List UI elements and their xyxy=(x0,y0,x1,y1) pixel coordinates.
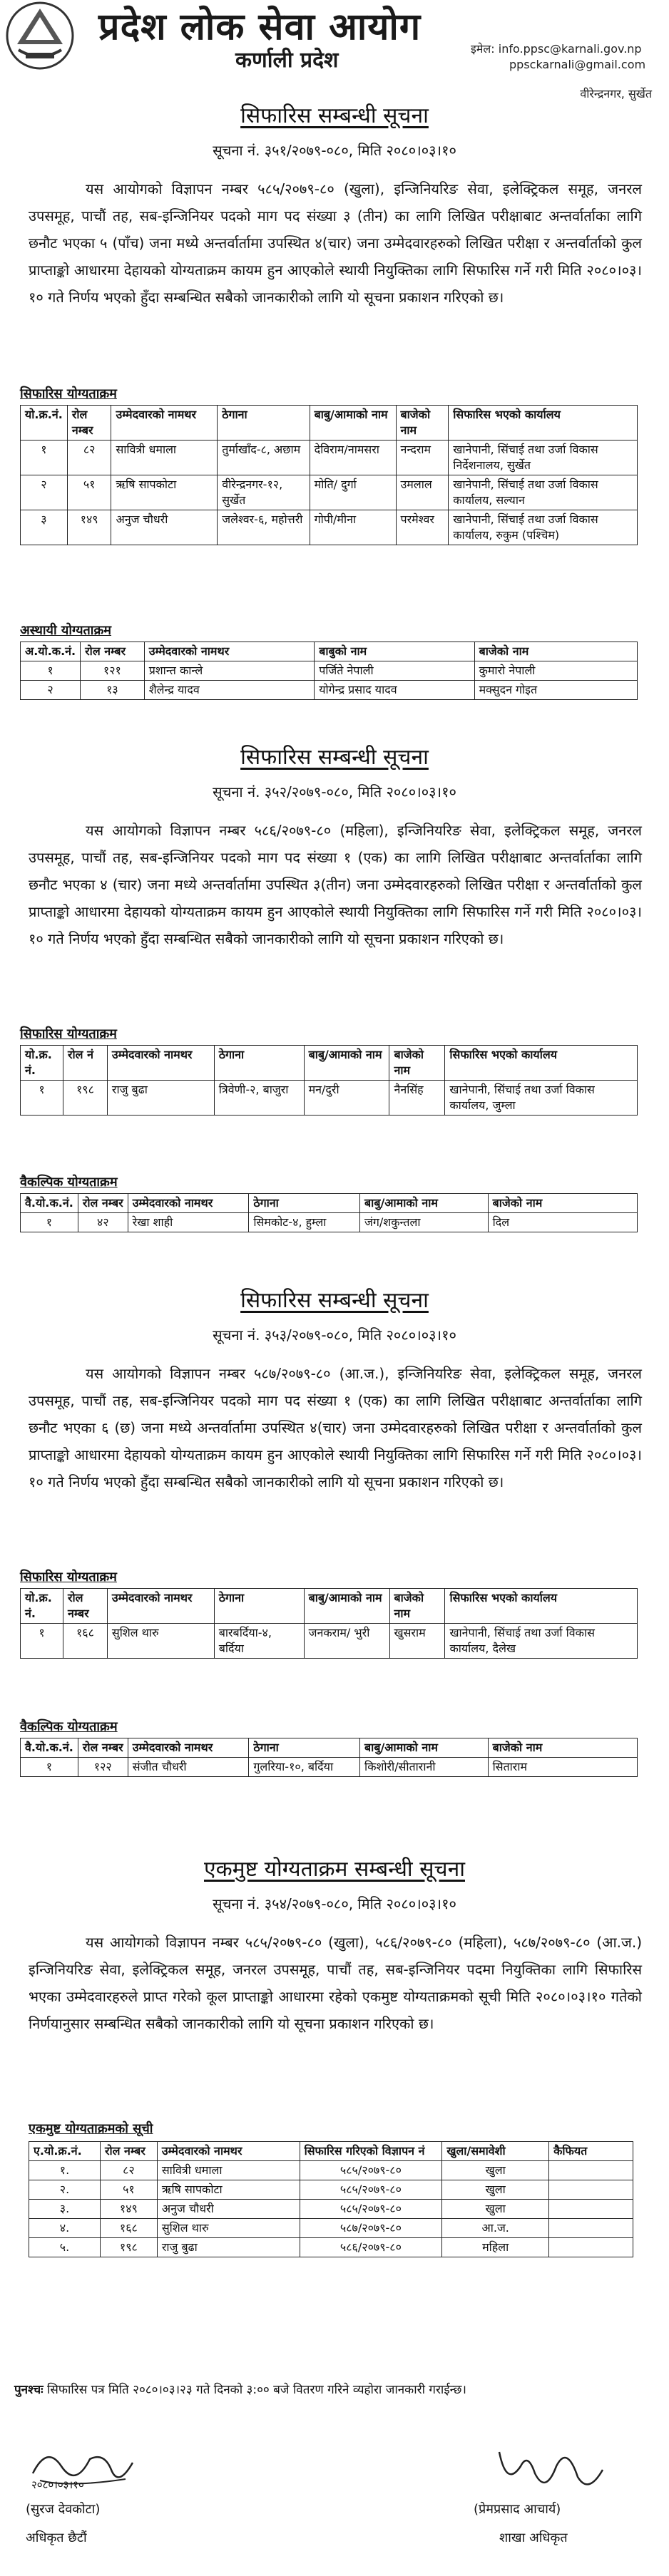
merit-heading: सिफारिस योग्यताक्रम xyxy=(20,1026,117,1041)
postscript-text: सिफारिस पत्र मिति २०८०।०३।२३ गते दिनको ३:०० बजे वितरण गरिने व्यहोरा जानकारी गराईन्छ। xyxy=(46,2383,466,2397)
col-header: खुला/समावेशी xyxy=(442,2142,549,2161)
notice-number: सूचना नं. ३५२/२०७९-०८०, मिति २०८०।०३।१० xyxy=(213,783,456,800)
col-header: वै.यो.क.नं. xyxy=(21,1738,78,1758)
cell: सुशिल थारु xyxy=(107,1624,214,1659)
table-row xyxy=(21,1081,638,1116)
email-label: इमेल: xyxy=(471,42,495,56)
cell: २ xyxy=(21,475,68,510)
col-header: उम्मेदवारको नामथर xyxy=(144,642,315,661)
cell: १३ xyxy=(81,681,145,700)
cell: खुसराम xyxy=(389,1624,445,1659)
cell: योगेन्द्र प्रसाद यादव xyxy=(315,681,474,700)
col-header: उम्मेदवारको नामथर xyxy=(128,1194,249,1213)
email-link-1[interactable]: info.ppsc@karnali.gov.np xyxy=(498,42,642,56)
col-header: उम्मेदवारको नामथर xyxy=(107,1046,214,1081)
col-header: वै.यो.क.नं. xyxy=(21,1194,78,1213)
merit-table xyxy=(20,1045,638,1116)
col-header: अ.यो.क.नं. xyxy=(21,642,81,661)
col-header: बाबु/आमाको नाम xyxy=(304,1046,389,1081)
cell: राजु बुढा xyxy=(157,2238,300,2257)
col-header: यो.क्र.नं. xyxy=(21,406,68,441)
cell: ५८५/२०७९-८० xyxy=(300,2161,442,2180)
cell xyxy=(549,2238,633,2257)
cell: १४९ xyxy=(100,2200,157,2219)
notice-number: सूचना नं. ३५१/२०७९-०८०, मिति २०८०।०३।१० xyxy=(213,142,456,159)
cell: १ xyxy=(21,661,81,681)
cell: १६८ xyxy=(100,2219,157,2238)
cell: १२१ xyxy=(81,661,145,681)
col-header: रोल नम्बर xyxy=(81,642,145,661)
cell: आ.ज. xyxy=(442,2219,549,2238)
cell: बारबर्दिया-४, बर्दिया xyxy=(214,1624,304,1659)
col-header: बाजेको नाम xyxy=(488,1738,637,1758)
notice-body: यस आयोगको विज्ञापन नम्बर ५८७/२०७९-८० (आ.ज.), इन्जिनियरिङ सेवा, इलेक्ट्रिकल समूह, जनरल उपसमूह, पाचौं तह, सब-इन्जिनियर पदको माग पद संख्या १ (एक) का लागि लिखित परीक्षाबाट अन्तर्वार्ताका लागि छनौट भएका ६ (छ) जना मध्ये अन्तर्वार्तामा उपस्थित ४(चार) जना उम्मेदवारहरुको लिखित परीक्षा र अन्तर्वार्ताको कुल प्राप्ताङ्को आधारमा देहायको योग्यताक्रम कायम हुन आएकोले स्थायी नियुक्तिका लागि सिफारिस गर्ने गरी मिति २०८०।०३।१० गते निर्णय भएको हुँदा सम्बन्धित सबैको जानकारीको लागि यो सूचना प्रकाशन गरिएको छ। xyxy=(29,1365,642,1490)
table-row xyxy=(21,475,638,510)
notice-4 xyxy=(0,1853,669,2037)
notice-title: सिफारिस सम्बन्धी सूचना xyxy=(240,1288,429,1313)
col-header: यो.क्र. नं. xyxy=(21,1589,63,1624)
col-header: उम्मेदवारको नामथर xyxy=(111,406,218,441)
col-header: बाजेको नाम xyxy=(396,406,449,441)
col-header: बाजेको नाम xyxy=(389,1046,445,1081)
cell: परमेश्वर xyxy=(396,510,449,545)
cell xyxy=(549,2180,633,2200)
notice-number: सूचना नं. ३५३/२०७९-०८०, मिति २०८०।०३।१० xyxy=(213,1326,456,1344)
cell: तुर्माखाँद-८, अछाम xyxy=(218,441,310,475)
col-header: सिफारिस भएको कार्यालय xyxy=(449,406,638,441)
col-header: उम्मेदवारको नामथर xyxy=(128,1738,249,1758)
notice-body: यस आयोगको विज्ञापन नम्बर ५८५/२०७९-८० (खुला), ५८६/२०७९-८० (महिला), ५८७/२०७९-८० (आ.ज.) इन्जिनियरिङ सेवा, इलेक्ट्रिकल समूह, जनरल उपसमूह, पाचौं तह, सब-इन्जिनियर पदमा नियुक्तिका लागि सिफारिस भएका उम्मेदवारहरुले प्राप्त गरेको कूल प्राप्ताङ्को आधारमा रहेको एकमुष्ट योग्यताक्रमको सूची मिति २०८०।०३।१० गतेको निर्णयानुसार सम्बन्धित सबैको जानकारीको लागि यो सूचना प्रकाशन गरिएको छ। xyxy=(29,1934,642,2032)
cell: जनकराम/ भुरी xyxy=(304,1624,389,1659)
table-row xyxy=(29,2219,633,2238)
right-signatory-title: शाखा अधिकृत xyxy=(499,2530,568,2545)
table-header-row xyxy=(29,2142,633,2161)
col-header: बाबु/आमाको नाम xyxy=(360,1738,489,1758)
cell: खानेपानी, सिंचाई तथा उर्जा विकास कार्यालय, सल्यान xyxy=(449,475,638,510)
left-signatory-name: (सुरज देवकोटा) xyxy=(26,2502,101,2517)
cell: ४२ xyxy=(78,1213,128,1232)
table-header-row xyxy=(21,1046,638,1081)
cell: ५८६/२०७९-८० xyxy=(300,2238,442,2257)
cell: २ xyxy=(21,681,81,700)
col-header: बाजेको नाम xyxy=(488,1194,637,1213)
col-header: ठेगाना xyxy=(249,1194,360,1213)
table-row xyxy=(29,2238,633,2257)
postscript xyxy=(14,2381,656,2399)
col-header: सिफारिस भएको कार्यालय xyxy=(445,1589,638,1624)
alt-merit-table xyxy=(20,1193,638,1232)
cell: १९८ xyxy=(100,2238,157,2257)
cell: १ xyxy=(21,1213,78,1232)
cell: त्रिवेणी-२, बाजुरा xyxy=(214,1081,304,1116)
cell: नन्दराम xyxy=(396,441,449,475)
col-header: बाबु/आमाको नाम xyxy=(360,1194,489,1213)
cell: १२२ xyxy=(78,1758,128,1777)
alt-merit-table xyxy=(20,642,638,700)
cell: १ xyxy=(21,1758,78,1777)
cell: खानेपानी, सिंचाई तथा उर्जा विकास कार्यालय, दैलेख xyxy=(445,1624,638,1659)
col-header: रोल नं xyxy=(63,1046,107,1081)
cell: मोति/ दुर्गा xyxy=(310,475,396,510)
cell: देविराम/नामसरा xyxy=(310,441,396,475)
cell: सिताराम xyxy=(488,1758,637,1777)
cell: १६८ xyxy=(63,1624,107,1659)
cell: सावित्री धमाला xyxy=(111,441,218,475)
cell: २. xyxy=(29,2180,101,2200)
col-header: बाजेको नाम xyxy=(474,642,637,661)
cell: महिला xyxy=(442,2238,549,2257)
right-signatory-name: (प्रेमप्रसाद आचार्य) xyxy=(474,2502,561,2517)
table-row xyxy=(29,2180,633,2200)
alt-heading: वैकल्पिक योग्यताक्रम xyxy=(20,1175,118,1190)
cell: वीरेन्द्रनगर-१२, सुर्खेत xyxy=(218,475,310,510)
cell: १९८ xyxy=(63,1081,107,1116)
cell: ८२ xyxy=(67,441,111,475)
table-header-row xyxy=(21,642,638,661)
left-signatory-title: अधिकृत छैटौं xyxy=(26,2530,87,2545)
alt-heading: वैकल्पिक योग्यताक्रम xyxy=(20,1719,118,1734)
table-header-row xyxy=(21,1738,638,1758)
col-header: ठेगाना xyxy=(249,1738,360,1758)
notice-body: यस आयोगको विज्ञापन नम्बर ५८६/२०७९-८० (महिला), इन्जिनियरिङ सेवा, इलेक्ट्रिकल समूह, जनरल उपसमूह, पाचौं तह, सब-इन्जिनियर पदको माग पद संख्या १ (एक) का लागि लिखित परीक्षाबाट अन्तर्वार्ताका लागि छनौट भएका ४ (चार) जना मध्ये अन्तर्वार्तामा उपस्थित ३(तीन) जना उम्मेदवारहरुको लिखित परीक्षा र अन्तर्वार्ताको कुल प्राप्ताङ्को आधारमा देहायको योग्यताक्रम कायम हुन आएकोले स्थायी नियुक्तिका लागि सिफारिस गर्ने गरी मिति २०८०।०३।१० गते निर्णय भएको हुँदा सम्बन्धित सबैको जानकारीको लागि यो सूचना प्रकाशन गरिएको छ। xyxy=(29,822,642,947)
government-emblem-icon xyxy=(4,0,76,71)
notice-number: सूचना नं. ३५४/२०७९-०८०, मिति २०८०।०३।१० xyxy=(213,1895,456,1912)
cell: ८२ xyxy=(100,2161,157,2180)
col-header: सिफारिस गरिएको विज्ञापन नं xyxy=(300,2142,442,2161)
cell: शैलेन्द्र यादव xyxy=(144,681,315,700)
table-row xyxy=(21,681,638,700)
cell: अनुज चौधरी xyxy=(157,2200,300,2219)
postscript-label: पुनश्चः xyxy=(14,2383,44,2397)
contact-block xyxy=(471,41,645,73)
cell: कुमारो नेपाली xyxy=(474,661,637,681)
cell: ऋषि सापकोटा xyxy=(111,475,218,510)
cell: ५८५/२०७९-८० xyxy=(300,2200,442,2219)
org-name: प्रदेश लोक सेवा आयोग xyxy=(98,6,422,48)
cell: खुला xyxy=(442,2200,549,2219)
merit-table xyxy=(20,1588,638,1659)
cell: १ xyxy=(21,1081,63,1116)
col-header: रोल नम्बर xyxy=(78,1194,128,1213)
col-header: उम्मेदवारको नामथर xyxy=(157,2142,300,2161)
cell: १ xyxy=(21,441,68,475)
table-header-row xyxy=(21,1589,638,1624)
col-header: ठेगाना xyxy=(214,1046,304,1081)
table-row xyxy=(21,1624,638,1659)
col-header: रोल नम्बर xyxy=(78,1738,128,1758)
cell: उमलाल xyxy=(396,475,449,510)
cell: ५१ xyxy=(67,475,111,510)
cell: ५८५/२०७९-८० xyxy=(300,2180,442,2200)
cell: १. xyxy=(29,2161,101,2180)
email-link-2[interactable]: ppsckarnali@gmail.com xyxy=(509,58,646,71)
cell xyxy=(549,2219,633,2238)
cell: किशोरी/सीतारानी xyxy=(360,1758,489,1777)
col-header: सिफारिस भएको कार्यालय xyxy=(445,1046,638,1081)
cell: सिमकोट-४, हुम्ला xyxy=(249,1213,360,1232)
list-heading: एकमुष्ट योग्यताक्रमको सूची xyxy=(29,2121,153,2136)
province-name: कर्णाली प्रदेश xyxy=(235,48,339,73)
notice-body: यस आयोगको विज्ञापन नम्बर ५८५/२०७९-८० (खुला), इन्जिनियरिङ सेवा, इलेक्ट्रिकल समूह, जनरल उपसमूह, पाचौं तह, सब-इन्जिनियर पदको माग पद संख्या ३ (तीन) का लागि लिखित परीक्षाबाट अन्तर्वार्ताका लागि छनौट भएका ५ (पाँच) जना मध्ये अन्तर्वार्तामा उपस्थित ४(चार) जना उम्मेदवारहरुको लिखित परीक्षा र अन्तर्वार्ताको कुल प्राप्ताङ्को आधारमा देहायको योग्यताक्रम कायम हुन आएकोले स्थायी नियुक्तिका लागि सिफारिस गर्ने गरी मिति २०८०।०३।१० गते निर्णय भएको हुँदा सम्बन्धित सबैको जानकारीको लागि यो सूचना प्रकाशन गरिएको छ। xyxy=(29,180,642,306)
right-signature-mark xyxy=(485,2438,613,2502)
col-header: ठेगाना xyxy=(218,406,310,441)
col-header: कैफियत xyxy=(549,2142,633,2161)
table-row xyxy=(29,2161,633,2180)
col-header: बाजेको नाम xyxy=(389,1589,445,1624)
letterhead xyxy=(0,0,669,101)
cell: जलेश्वर-६, महोत्तरी xyxy=(218,510,310,545)
notice-title: सिफारिस सम्बन्धी सूचना xyxy=(240,103,429,128)
cell: ३. xyxy=(29,2200,101,2219)
cell: खानेपानी, सिंचाई तथा उर्जा विकास कार्यालय, जुम्ला xyxy=(445,1081,638,1116)
merit-heading: सिफारिस योग्यताक्रम xyxy=(20,386,117,401)
table-row xyxy=(21,510,638,545)
table-row xyxy=(21,1213,638,1232)
cell: ५१ xyxy=(100,2180,157,2200)
notice-title: एकमुष्ट योग्यताक्रम सम्बन्धी सूचना xyxy=(204,1857,465,1882)
col-header: उम्मेदवारको नामथर xyxy=(107,1589,214,1624)
col-header: बाबुको नाम xyxy=(315,642,474,661)
cell: ५८७/२०७९-८० xyxy=(300,2219,442,2238)
cell: गोपी/मीना xyxy=(310,510,396,545)
cell: मन/दुरी xyxy=(304,1081,389,1116)
cell: खुला xyxy=(442,2161,549,2180)
cell: जंग/शकुन्तला xyxy=(360,1213,489,1232)
notice-3 xyxy=(0,1284,669,1495)
notice-2 xyxy=(0,741,669,952)
alt-merit-table xyxy=(20,1738,638,1777)
table-row xyxy=(21,661,638,681)
col-header: ठेगाना xyxy=(214,1589,304,1624)
cell: १४९ xyxy=(67,510,111,545)
notice-1 xyxy=(0,100,669,311)
cell: ३ xyxy=(21,510,68,545)
col-header: ए.यो.क्र.नं. xyxy=(29,2142,101,2161)
combined-merit-table xyxy=(29,2141,633,2257)
cell: खानेपानी, सिंचाई तथा उर्जा विकास कार्यालय, रुकुम (पश्चिम) xyxy=(449,510,638,545)
merit-table xyxy=(20,405,638,545)
cell: खुला xyxy=(442,2180,549,2200)
cell: ५. xyxy=(29,2238,101,2257)
cell: सुशिल थारु xyxy=(157,2219,300,2238)
cell xyxy=(549,2200,633,2219)
cell: ४. xyxy=(29,2219,101,2238)
col-header: रोल नम्बर xyxy=(67,406,111,441)
cell: १ xyxy=(21,1624,63,1659)
cell: पर्जिते नेपाली xyxy=(315,661,474,681)
cell: नैनसिंह xyxy=(389,1081,445,1116)
cell: ऋषि सापकोटा xyxy=(157,2180,300,2200)
cell: मक्सुदन गोइत xyxy=(474,681,637,700)
cell: संजीत चौधरी xyxy=(128,1758,249,1777)
cell: प्रशान्त कान्ले xyxy=(144,661,315,681)
cell: गुलरिया-१०, बर्दिया xyxy=(249,1758,360,1777)
office-address: वीरेन्द्रनगर, सुर्खेत xyxy=(580,87,652,101)
col-header: बाबु/आमाको नाम xyxy=(304,1589,389,1624)
col-header: यो.क्र. नं. xyxy=(21,1046,63,1081)
left-signature-date: २०८०।०३।१० xyxy=(31,2478,84,2491)
table-header-row xyxy=(21,406,638,441)
table-row xyxy=(21,441,638,475)
notice-title: सिफारिस सम्बन्धी सूचना xyxy=(240,745,429,770)
cell xyxy=(549,2161,633,2180)
cell: सावित्री धमाला xyxy=(157,2161,300,2180)
table-header-row xyxy=(21,1194,638,1213)
cell: दिल xyxy=(488,1213,637,1232)
cell: रेखा शाही xyxy=(128,1213,249,1232)
col-header: रोल नम्बर xyxy=(100,2142,157,2161)
merit-heading: सिफारिस योग्यताक्रम xyxy=(20,1570,117,1585)
table-row xyxy=(21,1758,638,1777)
table-row xyxy=(29,2200,633,2219)
col-header: रोल नम्बर xyxy=(63,1589,107,1624)
alt-heading: अस्थायी योग्यताक्रम xyxy=(20,623,112,638)
cell: अनुज चौधरी xyxy=(111,510,218,545)
col-header: बाबु/आमाको नाम xyxy=(310,406,396,441)
cell: खानेपानी, सिंचाई तथा उर्जा विकास निर्देशनालय, सुर्खेत xyxy=(449,441,638,475)
cell: राजु बुढा xyxy=(107,1081,214,1116)
